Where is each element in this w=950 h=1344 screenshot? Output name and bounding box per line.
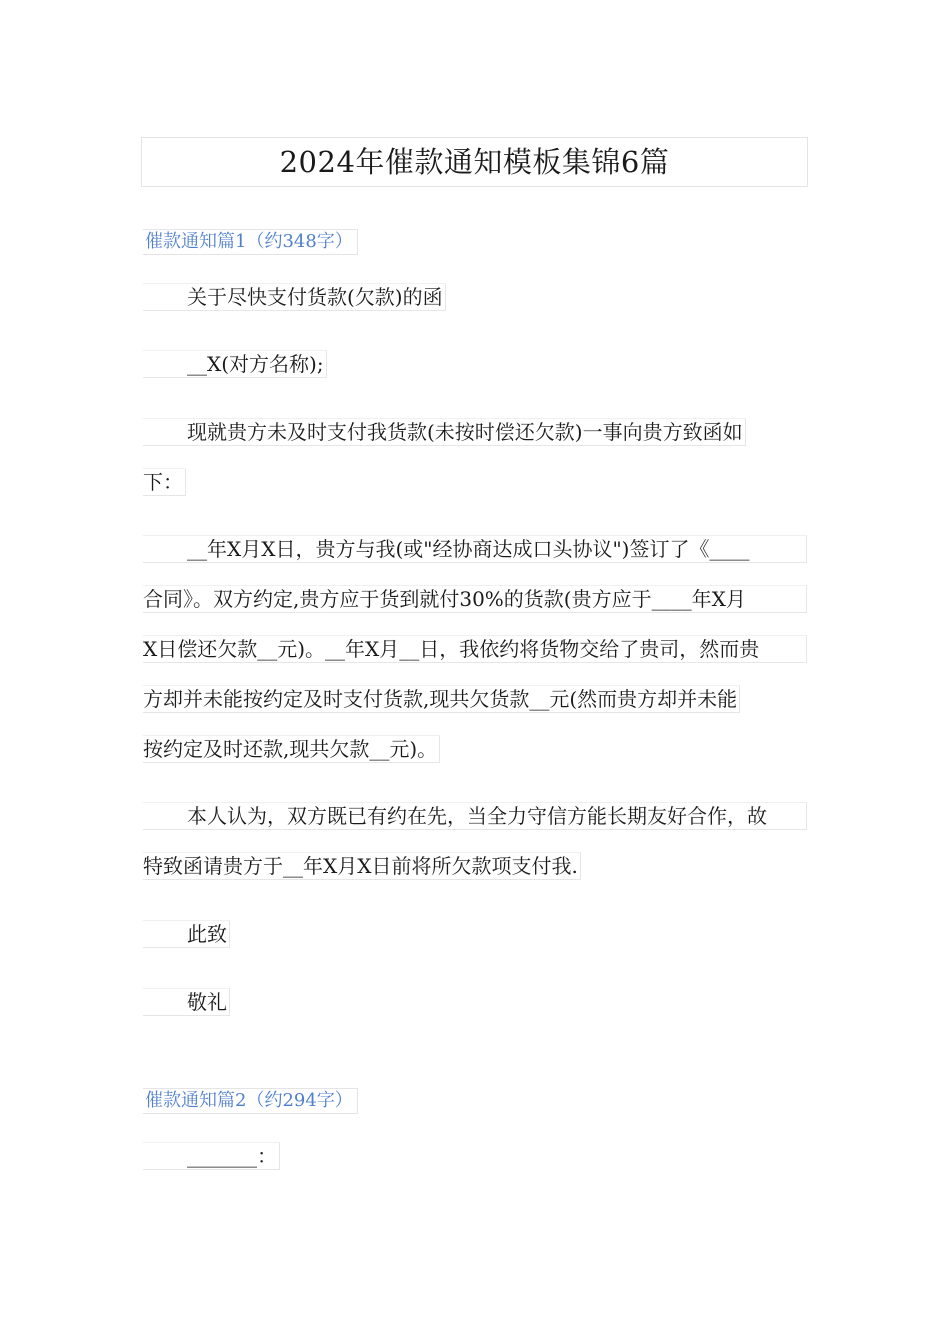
paragraph-line: 按约定及时还款,现共欠款__元)。: [143, 735, 440, 763]
paragraph-line: 合同》。双方约定,贵方应于货到就付30%的货款(贵方应于____年X月: [143, 585, 807, 613]
paragraph-line: X日偿还欠款__元)。__年X月__日，我依约将货物交给了贵司，然而贵: [143, 635, 807, 663]
letter-subject: 关于尽快支付货款(欠款)的函: [143, 283, 446, 311]
letter-recipient: __X(对方名称);: [143, 350, 327, 378]
paragraph-line: __年X月X日，贵方与我(或"经协商达成口头协议")签订了《____: [143, 535, 807, 563]
letter-recipient: _______：: [143, 1142, 280, 1170]
paragraph-line: 方却并未能按约定及时支付货款,现共欠货款__元(然而贵方却并未能: [143, 685, 740, 713]
section-heading-1: 催款通知篇1（约348字）: [143, 229, 358, 255]
closing-salutation: 此致: [143, 920, 230, 948]
document-title: 2024年催款通知模板集锦6篇: [141, 137, 808, 187]
section-heading-2: 催款通知篇2（约294字）: [143, 1088, 358, 1114]
paragraph-line: 特致函请贵方于__年X月X日前将所欠款项支付我.: [143, 852, 581, 880]
closing-regards: 敬礼: [143, 988, 230, 1016]
paragraph-line: 下：: [143, 468, 186, 496]
paragraph-line: 现就贵方未及时支付我货款(未按时偿还欠款)一事向贵方致函如: [143, 418, 746, 446]
paragraph-line: 本人认为，双方既已有约在先，当全力守信方能长期友好合作，故: [143, 802, 807, 830]
